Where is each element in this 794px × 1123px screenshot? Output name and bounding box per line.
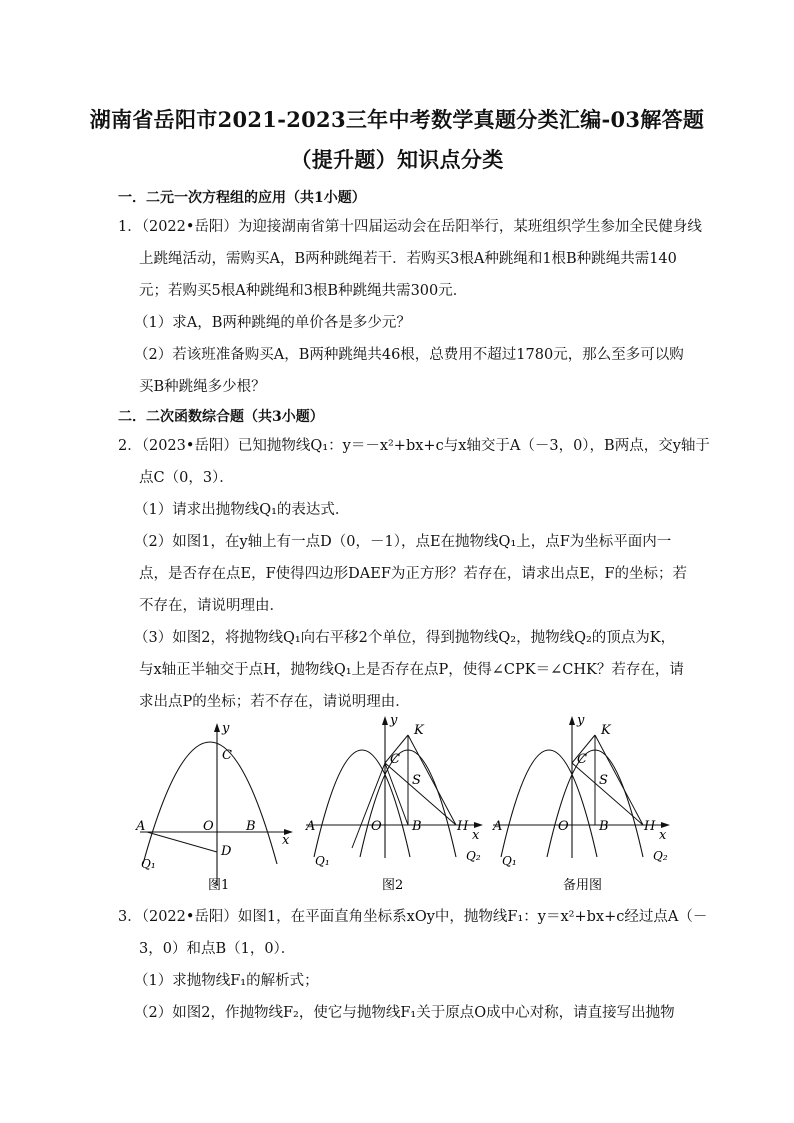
q2-line-5: 点，是否存在点E，F使得四边形DAEF为正方形？若存在，请求出点E，F的坐标；若 — [139, 566, 688, 582]
label-y: y — [577, 713, 585, 728]
q2-line-9: 求出点P的坐标；若不存在，请说明理由． — [139, 694, 410, 710]
label-o: O — [203, 819, 214, 834]
figure-backup-caption: 备用图 — [563, 878, 603, 893]
label-s: S — [599, 773, 608, 788]
label-c: C — [222, 748, 232, 763]
y-axis-arrow — [214, 723, 220, 732]
label-b: B — [246, 819, 256, 834]
section-heading-2: 二．二次函数综合题（共3小题） — [118, 409, 324, 425]
q1-line-6: 买B种跳绳多少根？ — [139, 379, 266, 395]
q2-line-1: 2．（2023•岳阳）已知抛物线Q₁：y＝－x²+bx+c与x轴交于A（－3，0），B两点，交y轴于 — [118, 438, 710, 454]
segment-ad — [147, 832, 217, 852]
parabola-q1 — [143, 742, 277, 864]
y-axis-arrow — [569, 716, 575, 725]
label-o: O — [371, 819, 382, 834]
q1-line-1: 1．（2022•岳阳）为迎接湖南省第十四届运动会在岳阳举行，某班组织学生参加全民健身线 — [118, 219, 702, 235]
q2-line-2: 点C（0，3）． — [139, 470, 234, 486]
label-q1: Q₁ — [315, 854, 330, 868]
label-k: K — [414, 723, 424, 738]
document-title-line1: 湖南省岳阳市2021-2023三年中考数学真题分类汇编-03解答题 — [89, 107, 705, 132]
document-title-line2: （提升题）知识点分类 — [290, 147, 504, 172]
label-d: D — [221, 844, 232, 859]
label-o: O — [558, 819, 569, 834]
label-a: A — [136, 819, 146, 834]
label-b: B — [412, 819, 422, 834]
label-q2: Q₂ — [653, 849, 668, 863]
q3-part-1: （1）求抛物线F₁的解析式； — [134, 973, 319, 989]
q3-line-1: 3．（2022•岳阳）如图1，在平面直角坐标系xOy中，抛物线F₁：y＝x²+bx+c经过点A（－ — [118, 909, 708, 925]
label-q1: Q₁ — [502, 854, 517, 868]
q1-part-1: （1）求A，B两种跳绳的单价各是多少元？ — [134, 315, 411, 331]
segment-cp — [352, 763, 385, 848]
label-a: A — [493, 819, 503, 834]
q1-line-3: 元；若购买5根A种跳绳和3根B种跳绳共需300元． — [139, 283, 468, 299]
label-x: x — [659, 828, 667, 843]
label-h: H — [457, 819, 469, 834]
label-s: S — [412, 773, 421, 788]
section-heading-1: 一．二元一次方程组的应用（共1小题） — [118, 190, 366, 206]
q3-line-2: 3，0）和点B（1，0）． — [139, 941, 296, 957]
q1-line-2: 上跳绳活动，需购买A，B两种跳绳若干．若购买3根A种跳绳和1根B种跳绳共需140 — [139, 251, 677, 267]
label-y: y — [390, 713, 398, 728]
label-x: x — [282, 833, 290, 848]
label-q1: Q₁ — [141, 857, 156, 871]
q2-part-2: （2）如图1，在y轴上有一点D（0，－1），点E在抛物线Q₁上，点F为坐标平面内一 — [134, 534, 672, 550]
figure-1-caption: 图1 — [208, 878, 230, 893]
figure-backup — [487, 708, 677, 898]
q2-part-3: （3）如图2，将抛物线Q₁向右平移2个单位，得到抛物线Q₂，抛物线Q₂的顶点为K， — [134, 630, 676, 646]
label-c: C — [577, 752, 587, 767]
label-b: B — [599, 819, 609, 834]
label-q2: Q₂ — [466, 849, 481, 863]
label-c: C — [390, 752, 400, 767]
y-axis-arrow — [382, 716, 388, 725]
label-y: y — [222, 721, 230, 736]
q2-part-1: （1）请求出抛物线Q₁的表达式． — [134, 502, 350, 518]
label-k: K — [601, 723, 611, 738]
figure-1 — [130, 718, 300, 898]
figure-2-caption: 图2 — [382, 878, 404, 893]
figure-2 — [300, 708, 490, 898]
q2-line-8: 与x轴正半轴交于点H，抛物线Q₁上是否存在点P，使得∠CPK＝∠CHK？若存在，请 — [139, 662, 684, 678]
label-a: A — [306, 819, 316, 834]
segment-cb — [385, 763, 408, 825]
q2-line-6: 不存在，请说明理由． — [139, 598, 284, 614]
label-h: H — [644, 819, 656, 834]
q3-part-2: （2）如图2，作抛物线F₂，使它与抛物线F₁关于原点O成中心对称，请直接写出抛物 — [134, 1005, 675, 1021]
q1-part-2: （2）若该班准备购买A，B两种跳绳共46根，总费用不超过1780元，那么至多可以购 — [134, 347, 684, 363]
label-x: x — [472, 828, 480, 843]
